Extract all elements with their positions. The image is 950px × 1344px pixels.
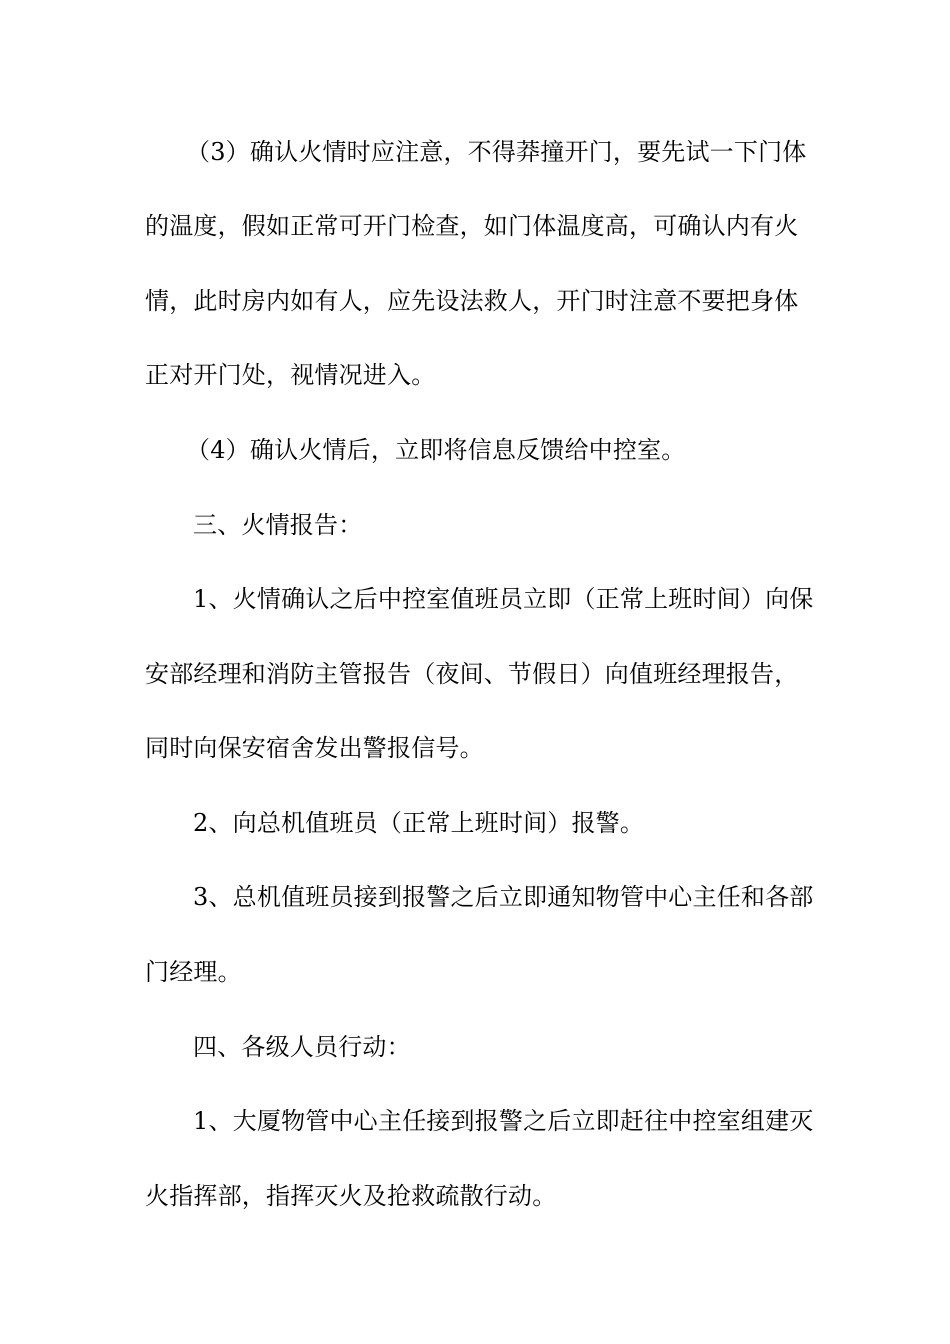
paragraph-line: 的温度，假如正常可开门检查，如门体温度高，可确认内有火: [145, 212, 799, 240]
paragraph-line: （3）确认火情时应注意，不得莽撞开门，要先试一下门体: [186, 138, 807, 166]
paragraph-line: 正对开门处，视情况进入。: [145, 361, 436, 389]
paragraph-line: 安部经理和消防主管报告（夜间、节假日）向值班经理报告，: [145, 660, 799, 688]
paragraph-line: 同时向保安宿舍发出警报信号。: [145, 734, 484, 762]
paragraph-line: 2、向总机值班员（正常上班时间）报警。: [193, 809, 645, 837]
paragraph-line: 3、总机值班员接到报警之后立即通知物管中心主任和各部: [193, 883, 814, 911]
paragraph-line: 门经理。: [145, 958, 242, 986]
paragraph-line: 1、大厦物管中心主任接到报警之后立即赶往中控室组建灭: [193, 1107, 814, 1135]
section-heading: 三、火情报告：: [193, 511, 363, 539]
paragraph-line: 火指挥部，指挥灭火及抢救疏散行动。: [145, 1182, 557, 1210]
paragraph-line: 情，此时房内如有人，应先设法救人，开门时注意不要把身体: [145, 287, 799, 315]
paragraph-line: （4）确认火情后，立即将信息反馈给中控室。: [186, 436, 686, 464]
paragraph-line: 1、火情确认之后中控室值班员立即（正常上班时间）向保: [193, 585, 814, 613]
section-heading: 四、各级人员行动：: [193, 1033, 411, 1061]
